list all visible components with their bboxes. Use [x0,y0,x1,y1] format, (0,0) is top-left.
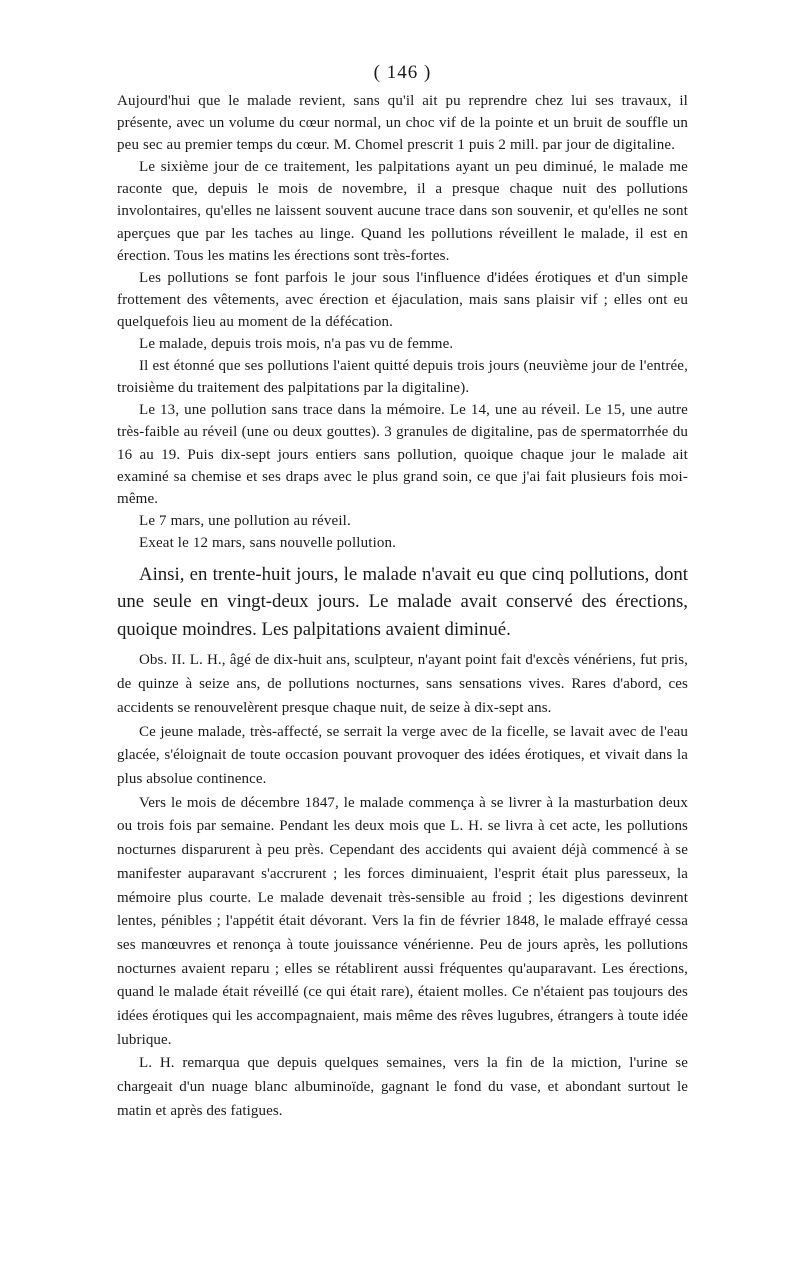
paragraph: Le 13, une pollution sans trace dans la mémoire. Le 14, une au réveil. Le 15, une autre très-faible au réveil (une ou deux gouttes). 3 granules de digitaline, pas de spermatorrhée du 16 au 19. Puis dix-sept jours entiers sans pollution, quoique chaque jour le malade ait examiné sa chemise et ses draps avec le plus grand soin, ce que j'ai fait plusieurs fois moi-même. [117,402,688,507]
paragraph: Les pollutions se font parfois le jour sous l'influence d'idées érotiques et d'un simple frottement des vêtements, avec érection et éjaculation, mais sans plaisir vif ; elles ont eu quelquefois lieu au moment de la défécation. [117,269,688,330]
observation-paragraph: Ce jeune malade, très-affecté, se serrait la verge avec de la ficelle, se lavait avec de l'eau glacée, s'éloignait de toute occasion pouvant provoquer des idées érotiques, et vivait dans la plus absolue continence. [117,723,688,787]
page-number: ( 146 ) [373,62,432,83]
observation-paragraph: Vers le mois de décembre 1847, le malade commença à se livrer à la masturbation deux ou trois fois par semaine. Pendant les deux mois que L. H. se livra à cet acte, les pollutions nocturnes disparurent à peu près. Cependant des accidents qui avaient déjà commencé à se manifester auparavant s'accrurent ; les forces diminuaient, l'esprit était plus paresseux, la mémoire plus courte. Le malade devenait très-sensible au froid ; les digestions devinrent lentes, pénibles ; l'appétit était dévorant. Vers la fin de février 1848, le malade effrayé cessa ses manœuvres et renonça à toute jouissance vénérienne. Peu de jours après, les pollutions nocturnes avaient reparu ; elles se rétablirent aussi fréquentes qu'auparavant. Les érections, quand le malade était réveillé (ce qui était rare), étaient molles. Ce n'étaient pas toujours des idées érotiques qui les accompagnaient, mais même des rêves lugubres, étrangers à toute idée lubrique. [117,794,688,1048]
paragraph: Le malade, depuis trois mois, n'a pas vu de femme. [139,336,454,353]
case-notes [117,90,688,554]
summary-section [117,561,688,644]
paragraph: Aujourd'hui que le malade revient, sans qu'il ait pu reprendre chez lui ses travaux, il présente, avec un volume du cœur normal, un choc vif de la pointe et un bruit de souffle un peu sec au premier temps du cœur. M. Chomel prescrit 1 puis 2 mill. par jour de digitaline. [117,93,688,154]
paragraph: Le 7 mars, une pollution au réveil. [139,512,351,529]
observation-section [117,649,688,1123]
summary-paragraph: Ainsi, en trente-huit jours, le malade n'avait eu que cinq pollutions, dont une seule en vingt-deux jours. Le malade avait conservé des érections, quoique moindres. Les palpitations avaient diminué. [117,563,688,640]
paragraph: Exeat le 12 mars, sans nouvelle pollution. [139,534,397,551]
paragraph: Il est étonné que ses pollutions l'aient quitté depuis trois jours (neuvième jour de l'entrée, troisième du traitement des palpitations par la digitaline). [117,358,688,397]
paragraph: Le sixième jour de ce traitement, les palpitations ayant un peu diminué, le malade me raconte que, depuis le mois de novembre, il a presque chaque nuit des pollutions involontaires, qu'elles ne laissent souvent aucune trace dans son souvenir, et qu'elles ne sont aperçues que par les taches au linge. Quand les pollutions réveillent le malade, il est en érection. Tous les matins les érections sont très-fortes. [117,159,688,264]
observation-paragraph: Obs. II. L. H., âgé de dix-huit ans, sculpteur, n'ayant point fait d'excès vénériens, fut pris, de quinze à seize ans, de pollutions nocturnes, sans sensations vives. Rares d'abord, ces accidents se renouvelèrent presque chaque nuit, de seize à dix-sept ans. [117,652,688,716]
observation-paragraph: L. H. remarqua que depuis quelques semaines, vers la fin de la miction, l'urine se chargeait d'un nuage blanc albuminoïde, gagnant le fond du vase, et abondant surtout le matin et après des fatigues. [117,1055,688,1119]
